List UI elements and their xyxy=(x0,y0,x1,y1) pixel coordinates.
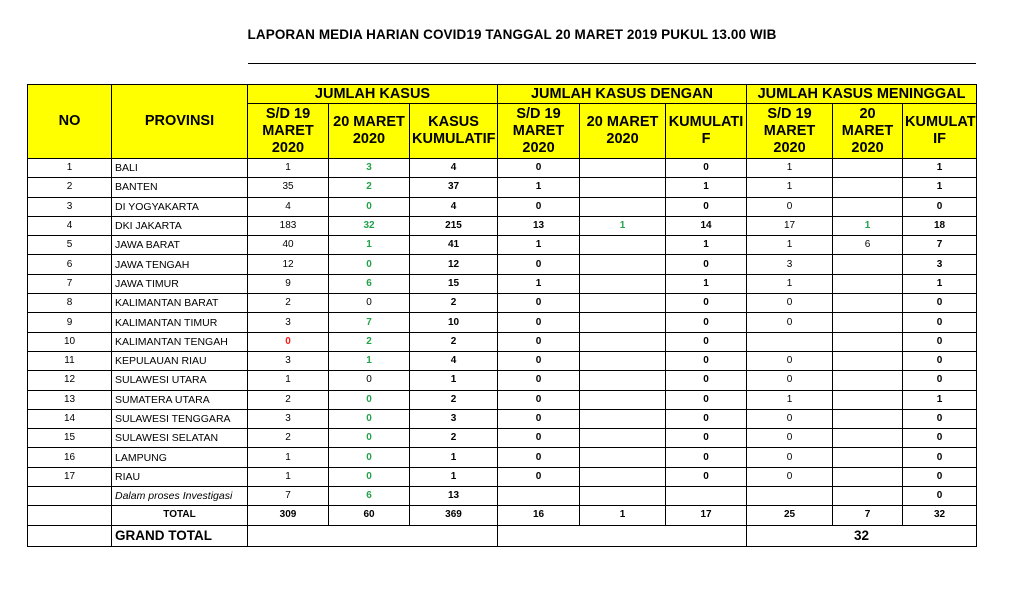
cell-meninggal-kumulatif: 0 xyxy=(903,409,977,428)
cell-no: 13 xyxy=(28,390,112,409)
cell-meninggal-kumulatif: 0 xyxy=(903,371,977,390)
cell-dengan-kumulatif: 0 xyxy=(666,313,747,332)
cell-meninggal-sd19: 0 xyxy=(747,409,833,428)
cell-kasus-sd19: 1 xyxy=(248,371,329,390)
cell-kasus-kumulatif: 4 xyxy=(410,197,498,216)
header-jumlah-kasus: JUMLAH KASUS xyxy=(248,85,498,104)
investigation-row xyxy=(28,487,977,506)
cell-kasus-sd19: 0 xyxy=(248,332,329,351)
cell-kasus-kumulatif: 13 xyxy=(410,487,498,506)
header-dengan-kumulatif: KUMULATI F xyxy=(666,104,747,159)
cell-meninggal-20 xyxy=(833,178,903,197)
cell-kasus-20: 7 xyxy=(329,313,410,332)
cell-dengan-20 xyxy=(580,467,666,486)
cell-meninggal-sd19: 0 xyxy=(747,371,833,390)
cell-provinsi: RIAU xyxy=(112,467,248,486)
grand-total-row xyxy=(28,525,977,546)
cell-dengan-20 xyxy=(580,313,666,332)
cell-no: 9 xyxy=(28,313,112,332)
cell-meninggal-sd19: 0 xyxy=(747,294,833,313)
cell-dengan-kumulatif: 0 xyxy=(666,255,747,274)
header-provinsi: PROVINSI xyxy=(112,85,248,159)
grand-total-dengan xyxy=(498,525,747,546)
cell-meninggal-sd19: 1 xyxy=(747,390,833,409)
cell-meninggal-20 xyxy=(833,390,903,409)
cell-kasus-20: 3 xyxy=(329,159,410,178)
cell-no: 8 xyxy=(28,294,112,313)
cell-kasus-sd19: 35 xyxy=(248,178,329,197)
cell-dengan-sd19 xyxy=(498,487,580,506)
cell-dengan-sd19: 0 xyxy=(498,255,580,274)
total-meninggal-sd19: 25 xyxy=(747,506,833,525)
table-row xyxy=(28,236,977,255)
cell-kasus-20: 0 xyxy=(329,467,410,486)
cell-provinsi: DKI JAKARTA xyxy=(112,216,248,235)
cell-dengan-20 xyxy=(580,159,666,178)
cell-provinsi: KALIMANTAN TENGAH xyxy=(112,332,248,351)
cell-dengan-20 xyxy=(580,448,666,467)
cell-meninggal-20 xyxy=(833,351,903,370)
cell-kasus-sd19: 12 xyxy=(248,255,329,274)
cell-meninggal-kumulatif: 1 xyxy=(903,178,977,197)
cell-kasus-sd19: 3 xyxy=(248,351,329,370)
cell-dengan-kumulatif xyxy=(666,487,747,506)
cell-meninggal-sd19: 17 xyxy=(747,216,833,235)
cell-kasus-kumulatif: 215 xyxy=(410,216,498,235)
cell-kasus-20: 1 xyxy=(329,236,410,255)
cell-kasus-20: 0 xyxy=(329,429,410,448)
cell-provinsi: SULAWESI TENGGARA xyxy=(112,409,248,428)
cell-kasus-sd19: 3 xyxy=(248,409,329,428)
cell-meninggal-kumulatif: 3 xyxy=(903,255,977,274)
cell-dengan-sd19: 0 xyxy=(498,332,580,351)
cell-meninggal-sd19: 1 xyxy=(747,236,833,255)
cell-kasus-sd19: 2 xyxy=(248,429,329,448)
cell-meninggal-kumulatif: 0 xyxy=(903,313,977,332)
cell-dengan-sd19: 0 xyxy=(498,159,580,178)
cell-dengan-20 xyxy=(580,178,666,197)
cell-no: 7 xyxy=(28,274,112,293)
cell-dengan-kumulatif: 0 xyxy=(666,197,747,216)
cell-meninggal-sd19: 1 xyxy=(747,178,833,197)
cell-meninggal-kumulatif: 1 xyxy=(903,274,977,293)
cell-meninggal-20 xyxy=(833,294,903,313)
cell-dengan-sd19: 0 xyxy=(498,371,580,390)
cell-no xyxy=(28,506,112,525)
cell-dengan-sd19: 13 xyxy=(498,216,580,235)
report-title: LAPORAN MEDIA HARIAN COVID19 TANGGAL 20 MARET 2019 PUKUL 13.00 WIB xyxy=(247,27,777,42)
total-meninggal-kumulatif: 32 xyxy=(903,506,977,525)
grand-total-kasus xyxy=(248,525,498,546)
cell-dengan-sd19: 0 xyxy=(498,429,580,448)
cell-kasus-20: 0 xyxy=(329,390,410,409)
cell-meninggal-kumulatif: 0 xyxy=(903,448,977,467)
cell-no: 3 xyxy=(28,197,112,216)
cell-kasus-kumulatif: 3 xyxy=(410,409,498,428)
cell-kasus-kumulatif: 15 xyxy=(410,274,498,293)
cell-kasus-20: 0 xyxy=(329,448,410,467)
header-kasus-sd19: S/D 19 MARET 2020 xyxy=(248,104,329,159)
cell-meninggal-20 xyxy=(833,487,903,506)
cell-dengan-sd19: 1 xyxy=(498,274,580,293)
cell-meninggal-sd19 xyxy=(747,332,833,351)
cell-dengan-sd19: 0 xyxy=(498,467,580,486)
total-kasus-20: 60 xyxy=(329,506,410,525)
total-row xyxy=(28,506,977,525)
cell-kasus-kumulatif: 4 xyxy=(410,351,498,370)
cell-kasus-kumulatif: 1 xyxy=(410,371,498,390)
cell-dengan-20 xyxy=(580,409,666,428)
cell-dengan-kumulatif: 0 xyxy=(666,294,747,313)
cell-meninggal-20 xyxy=(833,274,903,293)
cell-no: 6 xyxy=(28,255,112,274)
cell-dengan-sd19: 1 xyxy=(498,236,580,255)
cell-kasus-kumulatif: 1 xyxy=(410,448,498,467)
cell-kasus-sd19: 7 xyxy=(248,487,329,506)
grand-total-label: GRAND TOTAL xyxy=(112,525,248,546)
cell-meninggal-kumulatif: 0 xyxy=(903,294,977,313)
cell-dengan-sd19: 0 xyxy=(498,409,580,428)
cell-kasus-kumulatif: 1 xyxy=(410,467,498,486)
cell-kasus-kumulatif: 4 xyxy=(410,159,498,178)
cell-kasus-20: 0 xyxy=(329,197,410,216)
cell-meninggal-20 xyxy=(833,332,903,351)
cell-meninggal-kumulatif: 1 xyxy=(903,390,977,409)
cell-provinsi: KALIMANTAN BARAT xyxy=(112,294,248,313)
cell-dengan-20: 1 xyxy=(580,216,666,235)
cell-meninggal-20 xyxy=(833,429,903,448)
cell-meninggal-20 xyxy=(833,159,903,178)
cell-provinsi: JAWA TENGAH xyxy=(112,255,248,274)
cell-dengan-20 xyxy=(580,351,666,370)
cell-dengan-sd19: 0 xyxy=(498,390,580,409)
cell-provinsi: LAMPUNG xyxy=(112,448,248,467)
cell-provinsi: SULAWESI UTARA xyxy=(112,371,248,390)
table-row xyxy=(28,390,977,409)
cell-provinsi: DI YOGYAKARTA xyxy=(112,197,248,216)
table-row xyxy=(28,197,977,216)
cell-dengan-sd19: 0 xyxy=(498,294,580,313)
cell-dengan-kumulatif: 0 xyxy=(666,351,747,370)
cell-dengan-sd19: 0 xyxy=(498,351,580,370)
cell-kasus-sd19: 2 xyxy=(248,294,329,313)
header-meninggal-kumulatif: KUMULAT IF xyxy=(903,104,977,159)
table-row xyxy=(28,371,977,390)
cell-kasus-kumulatif: 2 xyxy=(410,429,498,448)
cell-no: 16 xyxy=(28,448,112,467)
cell-dengan-kumulatif: 1 xyxy=(666,274,747,293)
cell-no: 14 xyxy=(28,409,112,428)
cell-no: 5 xyxy=(28,236,112,255)
header-no: NO xyxy=(28,85,112,159)
cell-no: 15 xyxy=(28,429,112,448)
cell-dengan-kumulatif: 0 xyxy=(666,429,747,448)
cell-kasus-sd19: 1 xyxy=(248,448,329,467)
cell-meninggal-kumulatif: 0 xyxy=(903,332,977,351)
cell-kasus-sd19: 9 xyxy=(248,274,329,293)
cell-provinsi: JAWA TIMUR xyxy=(112,274,248,293)
table-row xyxy=(28,255,977,274)
cell-kasus-kumulatif: 37 xyxy=(410,178,498,197)
cell-meninggal-kumulatif: 0 xyxy=(903,351,977,370)
total-dengan-sd19: 16 xyxy=(498,506,580,525)
cell-dengan-sd19: 0 xyxy=(498,197,580,216)
cell-no: 4 xyxy=(28,216,112,235)
cell-meninggal-kumulatif: 7 xyxy=(903,236,977,255)
cell-meninggal-sd19: 1 xyxy=(747,159,833,178)
table-row xyxy=(28,467,977,486)
cell-dengan-kumulatif: 0 xyxy=(666,332,747,351)
table-row xyxy=(28,294,977,313)
cell-dengan-kumulatif: 0 xyxy=(666,448,747,467)
cell-kasus-20: 1 xyxy=(329,351,410,370)
total-dengan-kumulatif: 17 xyxy=(666,506,747,525)
table-row xyxy=(28,409,977,428)
cell-no: 1 xyxy=(28,159,112,178)
grand-total-value: 32 xyxy=(747,525,977,546)
cell-no: 12 xyxy=(28,371,112,390)
table-row xyxy=(28,159,977,178)
cell-kasus-kumulatif: 41 xyxy=(410,236,498,255)
cell-dengan-kumulatif: 0 xyxy=(666,409,747,428)
case-report-table xyxy=(27,84,977,547)
cell-kasus-20: 0 xyxy=(329,294,410,313)
cell-kasus-sd19: 40 xyxy=(248,236,329,255)
total-kasus-sd19: 309 xyxy=(248,506,329,525)
table-row xyxy=(28,429,977,448)
cell-kasus-kumulatif: 10 xyxy=(410,313,498,332)
cell-dengan-20 xyxy=(580,390,666,409)
header-kasus-kumulatif: KASUS KUMULATIF xyxy=(410,104,498,159)
header-meninggal-sd19: S/D 19 MARET 2020 xyxy=(747,104,833,159)
cell-meninggal-20 xyxy=(833,371,903,390)
cell-provinsi: KALIMANTAN TIMUR xyxy=(112,313,248,332)
cell-dengan-20 xyxy=(580,255,666,274)
cell-meninggal-kumulatif: 0 xyxy=(903,487,977,506)
header-jumlah-kasus-dengan: JUMLAH KASUS DENGAN xyxy=(498,85,747,104)
cell-no: 17 xyxy=(28,467,112,486)
cell-meninggal-sd19: 3 xyxy=(747,255,833,274)
cell-dengan-20 xyxy=(580,487,666,506)
cell-kasus-sd19: 2 xyxy=(248,390,329,409)
cell-no xyxy=(28,525,112,546)
cell-dengan-kumulatif: 0 xyxy=(666,390,747,409)
cell-kasus-20: 0 xyxy=(329,371,410,390)
cell-meninggal-20 xyxy=(833,448,903,467)
cell-kasus-20: 6 xyxy=(329,487,410,506)
cell-provinsi: KEPULAUAN RIAU xyxy=(112,351,248,370)
total-dengan-20: 1 xyxy=(580,506,666,525)
cell-meninggal-sd19: 0 xyxy=(747,313,833,332)
table-row xyxy=(28,332,977,351)
cell-dengan-sd19: 0 xyxy=(498,313,580,332)
cell-dengan-20 xyxy=(580,294,666,313)
cell-meninggal-sd19 xyxy=(747,487,833,506)
cell-kasus-kumulatif: 2 xyxy=(410,294,498,313)
cell-kasus-kumulatif: 2 xyxy=(410,332,498,351)
cell-kasus-20: 6 xyxy=(329,274,410,293)
table-row xyxy=(28,274,977,293)
cell-dengan-kumulatif: 1 xyxy=(666,178,747,197)
cell-meninggal-kumulatif: 0 xyxy=(903,197,977,216)
cell-kasus-kumulatif: 12 xyxy=(410,255,498,274)
cell-no xyxy=(28,487,112,506)
header-dengan-20: 20 MARET 2020 xyxy=(580,104,666,159)
cell-meninggal-sd19: 0 xyxy=(747,448,833,467)
cell-provinsi: SUMATERA UTARA xyxy=(112,390,248,409)
table-row xyxy=(28,351,977,370)
investigation-label: Dalam proses Investigasi xyxy=(112,487,248,506)
cell-kasus-20: 0 xyxy=(329,255,410,274)
cell-meninggal-sd19: 1 xyxy=(747,274,833,293)
cell-meninggal-kumulatif: 1 xyxy=(903,159,977,178)
header-dengan-sd19: S/D 19 MARET 2020 xyxy=(498,104,580,159)
cell-no: 11 xyxy=(28,351,112,370)
cell-meninggal-kumulatif: 0 xyxy=(903,467,977,486)
cell-dengan-kumulatif: 0 xyxy=(666,159,747,178)
total-meninggal-20: 7 xyxy=(833,506,903,525)
cell-dengan-sd19: 0 xyxy=(498,448,580,467)
header-meninggal-20: 20 MARET 2020 xyxy=(833,104,903,159)
cell-kasus-20: 2 xyxy=(329,332,410,351)
cell-meninggal-20 xyxy=(833,313,903,332)
cell-meninggal-20 xyxy=(833,255,903,274)
cell-meninggal-20 xyxy=(833,409,903,428)
cell-kasus-sd19: 1 xyxy=(248,159,329,178)
cell-kasus-20: 0 xyxy=(329,409,410,428)
table-row xyxy=(28,178,977,197)
cell-dengan-20 xyxy=(580,197,666,216)
total-kasus-kumulatif: 369 xyxy=(410,506,498,525)
cell-meninggal-20 xyxy=(833,467,903,486)
cell-dengan-20 xyxy=(580,332,666,351)
cell-dengan-20 xyxy=(580,236,666,255)
title-divider xyxy=(248,63,976,64)
table-row xyxy=(28,216,977,235)
cell-dengan-kumulatif: 1 xyxy=(666,236,747,255)
cell-kasus-20: 2 xyxy=(329,178,410,197)
cell-meninggal-sd19: 0 xyxy=(747,467,833,486)
cell-meninggal-sd19: 0 xyxy=(747,197,833,216)
cell-dengan-sd19: 1 xyxy=(498,178,580,197)
cell-provinsi: BALI xyxy=(112,159,248,178)
cell-meninggal-kumulatif: 18 xyxy=(903,216,977,235)
cell-kasus-kumulatif: 2 xyxy=(410,390,498,409)
cell-dengan-20 xyxy=(580,429,666,448)
cell-kasus-20: 32 xyxy=(329,216,410,235)
cell-kasus-sd19: 1 xyxy=(248,467,329,486)
cell-kasus-sd19: 3 xyxy=(248,313,329,332)
cell-meninggal-sd19: 0 xyxy=(747,351,833,370)
header-jumlah-kasus-meninggal: JUMLAH KASUS MENINGGAL xyxy=(747,85,977,104)
cell-provinsi: SULAWESI SELATAN xyxy=(112,429,248,448)
cell-dengan-kumulatif: 0 xyxy=(666,371,747,390)
table-row xyxy=(28,313,977,332)
cell-provinsi: BANTEN xyxy=(112,178,248,197)
total-label: TOTAL xyxy=(112,506,248,525)
cell-dengan-20 xyxy=(580,274,666,293)
cell-no: 10 xyxy=(28,332,112,351)
cell-dengan-kumulatif: 0 xyxy=(666,467,747,486)
cell-kasus-sd19: 4 xyxy=(248,197,329,216)
cell-dengan-kumulatif: 14 xyxy=(666,216,747,235)
cell-no: 2 xyxy=(28,178,112,197)
cell-meninggal-20 xyxy=(833,197,903,216)
cell-kasus-sd19: 183 xyxy=(248,216,329,235)
cell-meninggal-sd19: 0 xyxy=(747,429,833,448)
cell-dengan-20 xyxy=(580,371,666,390)
cell-provinsi: JAWA BARAT xyxy=(112,236,248,255)
cell-meninggal-kumulatif: 0 xyxy=(903,429,977,448)
table-row xyxy=(28,448,977,467)
cell-meninggal-20: 1 xyxy=(833,216,903,235)
cell-meninggal-20: 6 xyxy=(833,236,903,255)
header-kasus-20: 20 MARET 2020 xyxy=(329,104,410,159)
